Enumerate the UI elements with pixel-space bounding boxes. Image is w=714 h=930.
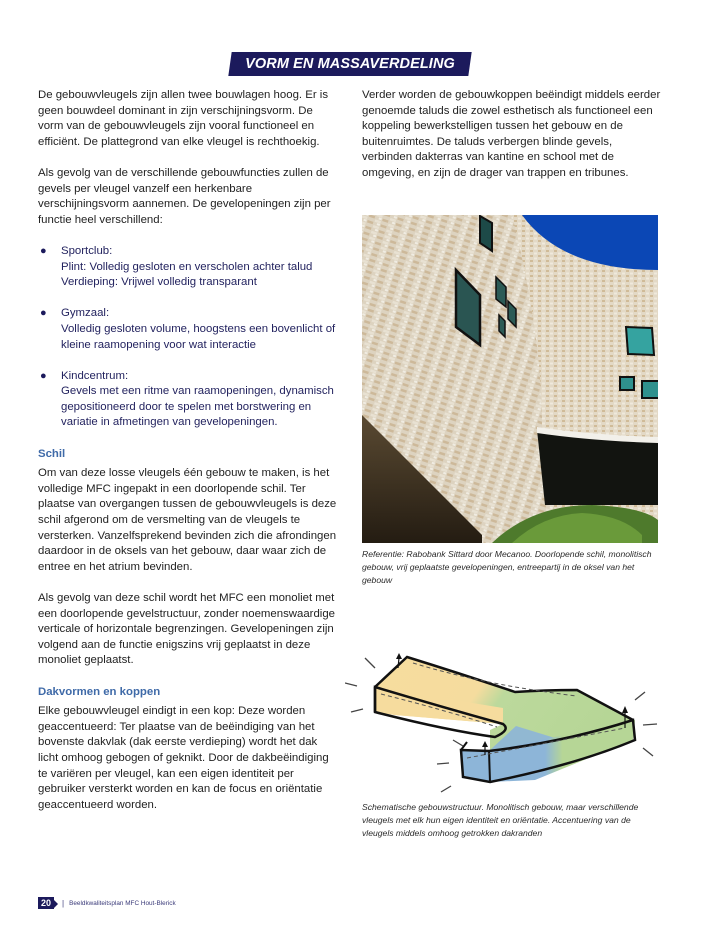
photo-caption: Referentie: Rabobank Sittard door Mecanoo. Doorlopende schil, monolitisch gebouw, vrij geplaatste gevelopeningen, entreepartij in de oksel van het gebouw [362,549,652,585]
bullet-icon: ● [40,307,47,320]
schil-paragraph-1: Om van deze losse vleugels één gebouw te maken, is het volledige MFC ingepakt in een doorlopende schil. Ter plaatse van overgangen tussen de gebouwvleugels is deze schil afgerond om de versmelting van de vleugels te versterken. Vanzelfsprekend bevinden zich die afrondingen daardoor in de oksels van het gebouw, daar waar zich de entree en het atrium bevinden. [38,467,337,573]
page-footer [38,897,176,909]
list-item-line: Volledig gesloten volume, hoogstens een bovenlicht of kleine raamopening voor wat interactie [61,322,336,351]
schematic-wings-illustration [345,630,695,800]
section-heading-schil: Schil [38,447,66,460]
list-item-line: Plint: Volledig gesloten en verscholen achter talud [61,260,313,273]
page-title: VORM EN MASSAVERDELING [245,56,455,72]
document-title: Beeldkwaliteitsplan MFC Hout-Blerick [69,899,176,907]
intro-paragraph: De gebouwvleugels zijn allen twee bouwlagen hoog. Er is geen bouwdeel dominant in zijn verschijningsvorm. De vorm van de gebouwvleugels zijn vooral functioneel en efficiënt. De plattegrond van elke vleugel is rechthoekig. [38,89,329,148]
functions-intro-paragraph: Als gevolg van de verschillende gebouwfuncties zullen de gevels per vleugel vanzelf een herkenbare verschijningsvorm aannemen. De gevelopeningen zijn per functie heel verschillend: [38,166,331,226]
reference-photo [362,215,658,543]
list-item-gymzaal [38,306,338,353]
list-item-title: Sportclub: [61,244,113,257]
building-structure-diagram [345,630,695,800]
page-number: 20 [38,897,54,909]
list-item-title: Kindcentrum: [61,369,129,382]
bullet-icon: ● [40,244,47,257]
left-column [38,88,338,829]
list-item-title: Gymzaal: [61,307,110,320]
bullet-icon: ● [40,369,47,382]
diagram-caption: Schematische gebouwstructuur. Monolitisch gebouw, maar verschillende vleugels met elk hun eigen identiteit en oriëntatie. Accentuering van de vleugels middels omhoog getrokken dakranden [362,802,639,838]
list-item-line: Gevels met een ritme van raamopeningen, dynamisch gepositioneerd door te spelen met borstwering en variatie in afmetingen van gevelopeningen. [61,385,334,429]
list-item-kindcentrum [38,369,338,431]
section-heading-dakvormen: Dakvormen en koppen [38,685,161,698]
right-column [362,88,662,197]
schil-paragraph-2: Als gevolg van deze schil wordt het MFC een monoliet met een doorlopende gevelstructuur, zonder noemenswaardige verticale of horizontale begrenzingen. Gevelopeningen zijn volgend aan de functie enigszins vrij geplaatst in deze monoliet geplaatst. [38,592,335,667]
building-photo-illustration [362,215,658,543]
function-list [38,244,338,431]
list-item-sportclub [38,244,338,291]
koppen-paragraph: Verder worden de gebouwkoppen beëindigt middels eerder genoemde taluds die zowel esthetisch als functioneel een koppeling bewerkstelligen tussen het gebouw en de buitenruimtes. De taluds verbergen blinde gevels, verbinden dakterras van kantine en school met de omgeving, en zijn de drager van trappen en tribunes. [362,89,661,179]
footer-separator: | [62,898,65,908]
dakvormen-paragraph: Elke gebouwvleugel eindigt in een kop: Deze worden geaccentueerd: Ter plaatse van de beëindiging van het bovenste dakvlak (dak eerste verdieping) wordt het dak licht omhoog gebogen of geknikt. Door de dakbeëindiging te variëren per vleugel, kan een eigen identiteit per gebruiker versterkt worden en kan de focus en oriëntatie geaccentueerd worden. [38,705,329,811]
list-item-line: Verdieping: Vrijwel volledig transparant [61,276,257,289]
